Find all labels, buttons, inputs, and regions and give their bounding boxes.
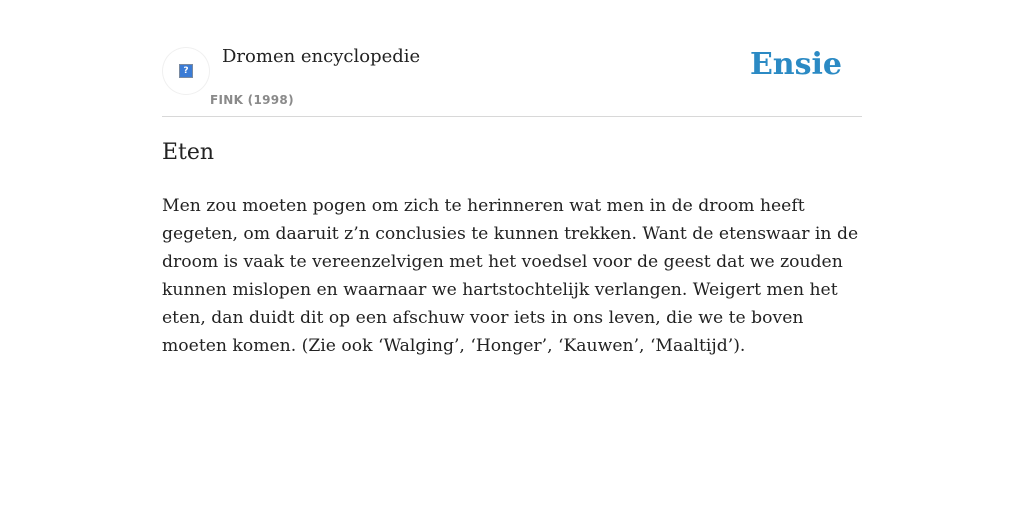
source-meta: FINK (1998) bbox=[210, 93, 294, 107]
entry-title: Eten bbox=[162, 140, 215, 165]
ensie-logo-link[interactable]: Ensie bbox=[749, 47, 842, 82]
page-container bbox=[162, 0, 862, 356]
source-header bbox=[162, 0, 862, 117]
source-title[interactable]: Dromen encyclopedie bbox=[222, 46, 421, 67]
source-cover-image[interactable] bbox=[162, 47, 210, 95]
entry-body: Men zou moeten pogen om zich te herinneren wat men in de droom heeft gegeten, om daaruit z’n conclusies te kunnen trekken. Want de etenswaar in de droom is vaak te vereenzelvigen met het voedsel voor de geest dat we zouden kunnen mislopen en waarnaar we hartstochtelijk verlangen. Weigert men het eten, dan duidt dit op een afschuw voor iets in ons leven, die we te boven moeten komen. (Zie ook ‘Walging’, ‘Honger’, ‘Kauwen’, ‘Maaltijd’). bbox=[162, 196, 859, 356]
broken-image-icon: ? bbox=[179, 64, 193, 78]
